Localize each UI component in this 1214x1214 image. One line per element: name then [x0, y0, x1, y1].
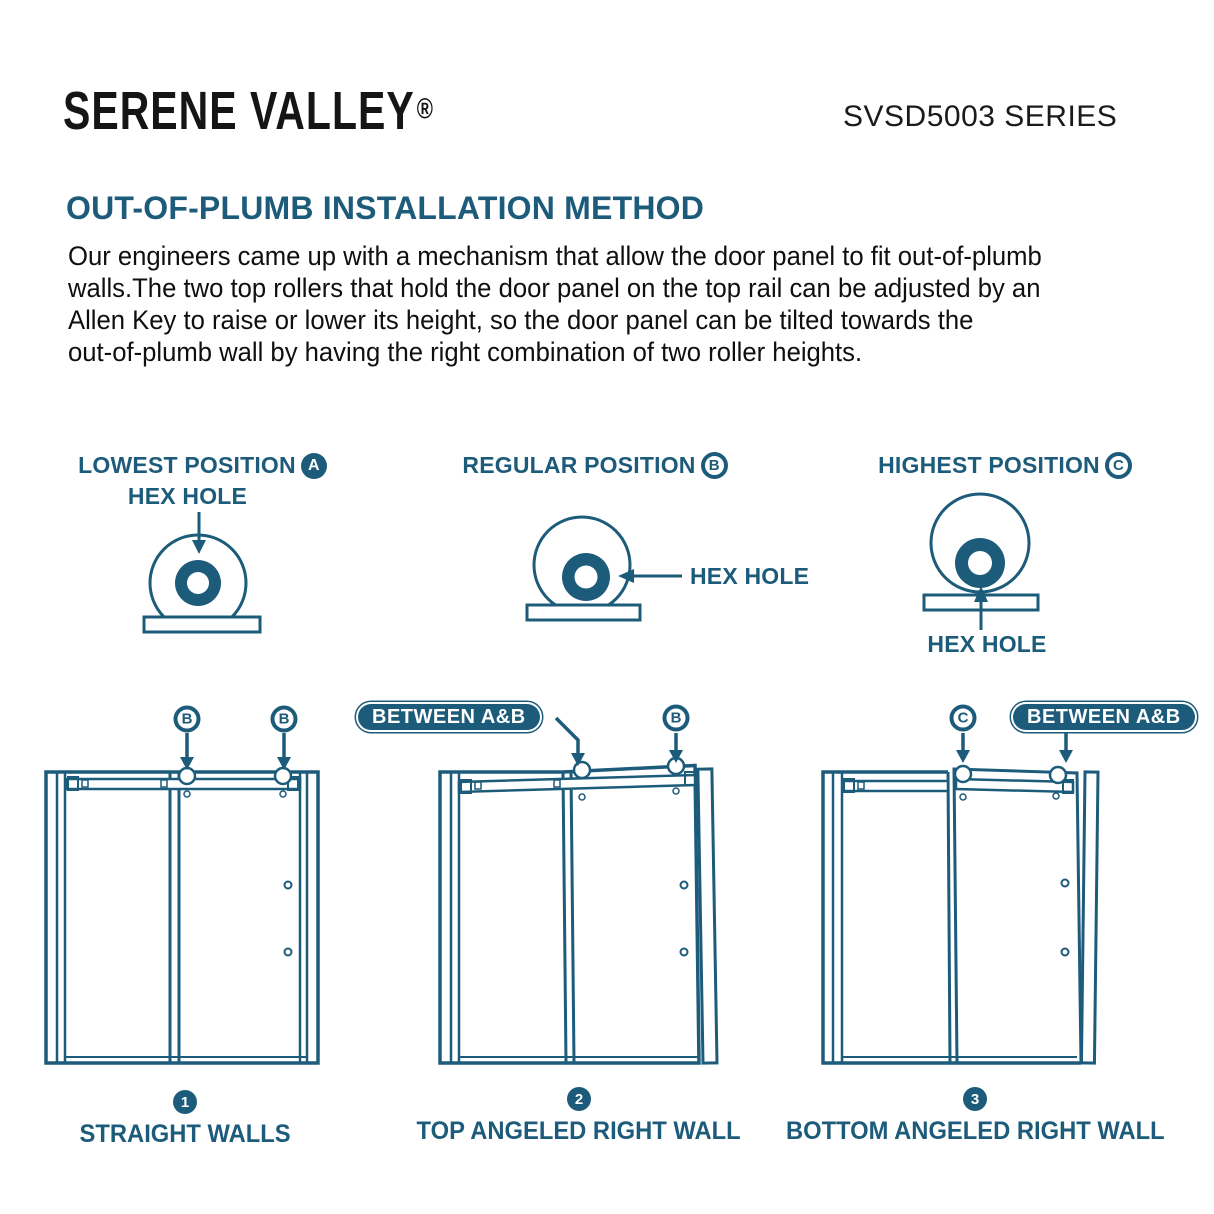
- door-diagrams-artwork: [0, 690, 1214, 1090]
- position-c-badge: C: [1105, 452, 1132, 479]
- registered-trademark-icon: ®: [416, 91, 434, 125]
- roller-regular-drawing: [527, 517, 682, 620]
- intro-line: walls.The two top rollers that hold the door panel on the top rail can be adjusted by an: [68, 273, 1041, 303]
- roller-highest-drawing: [924, 494, 1038, 630]
- door-diagram-straight: [46, 733, 318, 1063]
- position-b-badge: B: [701, 452, 728, 479]
- position-label: REGULAR POSITION: [462, 452, 696, 478]
- step-2-badge: 2: [567, 1087, 591, 1111]
- roller-regular-label: [445, 452, 745, 479]
- hex-hole-label: HEX HOLE: [690, 563, 810, 589]
- roller-lowest-label: [55, 452, 350, 479]
- caption-text: BOTTOM ANGELED RIGHT WALL: [785, 1117, 1165, 1145]
- roller-marker-b-badge: B: [663, 705, 690, 732]
- step-1-badge: 1: [173, 1090, 197, 1114]
- roller-marker-c-badge: C: [950, 705, 977, 732]
- roller-lowest-drawing: [144, 512, 260, 632]
- position-a-badge: A: [301, 453, 327, 479]
- door-diagram-top-angled: [440, 718, 717, 1063]
- brand-logo-text: SERENE VALLEY: [63, 80, 415, 141]
- hex-hole-label: HEX HOLE: [927, 631, 1047, 657]
- series-label: SVSD5003 SERIES: [843, 100, 1118, 133]
- intro-paragraph: [68, 240, 1093, 368]
- position-label: LOWEST POSITION: [78, 452, 296, 478]
- arrow-down-icon: [956, 750, 970, 763]
- between-a-b-pill: BETWEEN A&B: [1013, 704, 1195, 730]
- caption-bottom-angled: [785, 1087, 1165, 1146]
- intro-line: Allen Key to raise or lower its height, so the door panel can be tilted towards the: [68, 305, 974, 335]
- hex-hole-label: HEX HOLE: [127, 483, 248, 509]
- intro-line: Our engineers came up with a mechanism that allow the door panel to fit out-of-plumb: [68, 241, 1042, 271]
- brand-logo: [63, 80, 434, 142]
- arrow-down-icon: [1059, 750, 1073, 763]
- roller-highest-label: [855, 452, 1155, 479]
- caption-text: STRAIGHT WALLS: [79, 1120, 291, 1148]
- arrow-down-icon: [192, 540, 206, 554]
- between-a-b-pill: BETWEEN A&B: [358, 704, 540, 730]
- caption-text: TOP ANGELED RIGHT WALL: [416, 1117, 742, 1145]
- position-label: HIGHEST POSITION: [878, 452, 1100, 478]
- page-title: OUT-OF-PLUMB INSTALLATION METHOD: [66, 190, 705, 226]
- roller-marker-b-badge: B: [174, 706, 201, 733]
- arrow-down-icon: [180, 757, 194, 770]
- step-3-badge: 3: [963, 1087, 987, 1111]
- intro-line: out-of-plumb wall by having the right combination of two roller heights.: [68, 337, 863, 367]
- caption-straight-walls: [35, 1090, 335, 1149]
- caption-top-angled: [416, 1087, 742, 1146]
- roller-marker-b-badge: B: [271, 706, 298, 733]
- door-diagram-bottom-angled: [823, 731, 1098, 1063]
